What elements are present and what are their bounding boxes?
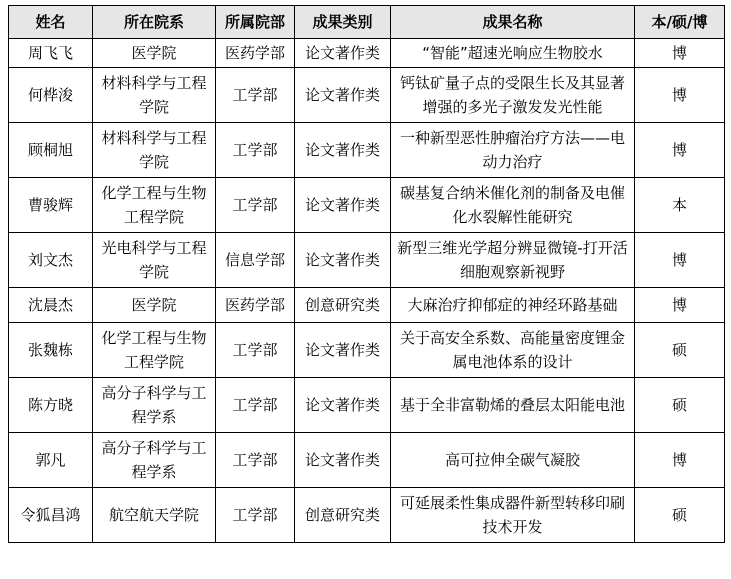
cell-name: 沈晨杰: [9, 288, 93, 323]
cell-division: 工学部: [216, 378, 295, 433]
cell-category: 论文著作类: [295, 323, 391, 378]
cell-name: 刘文杰: [9, 233, 93, 288]
table-row: [9, 433, 725, 488]
cell-degree: 博: [635, 233, 725, 288]
cell-title: 碳基复合纳米催化剂的制备及电催化水裂解性能研究: [391, 178, 635, 233]
cell-title: 一种新型恶性肿瘤治疗方法——电动力治疗: [391, 123, 635, 178]
cell-name: 郭凡: [9, 433, 93, 488]
cell-division: 医药学部: [216, 39, 295, 68]
header-name: 姓名: [9, 6, 93, 39]
table-row: [9, 178, 725, 233]
cell-title: 大麻治疗抑郁症的神经环路基础: [391, 288, 635, 323]
table-row: [9, 123, 725, 178]
cell-name: 陈方晓: [9, 378, 93, 433]
results-table-container: [8, 5, 725, 543]
cell-title: 可延展柔性集成器件新型转移印刷技术开发: [391, 488, 635, 543]
cell-category: 论文著作类: [295, 123, 391, 178]
table-row: [9, 68, 725, 123]
cell-name: 周飞飞: [9, 39, 93, 68]
cell-title: 关于高安全系数、高能量密度锂金属电池体系的设计: [391, 323, 635, 378]
cell-department: 化学工程与生物工程学院: [93, 323, 216, 378]
cell-category: 创意研究类: [295, 488, 391, 543]
table-row: [9, 378, 725, 433]
cell-department: 高分子科学与工程学系: [93, 378, 216, 433]
cell-degree: 硕: [635, 323, 725, 378]
cell-title: 钙钛矿量子点的受限生长及其显著增强的多光子激发发光性能: [391, 68, 635, 123]
cell-division: 医药学部: [216, 288, 295, 323]
table-row: [9, 323, 725, 378]
cell-division: 工学部: [216, 323, 295, 378]
table-row: [9, 288, 725, 323]
results-table: [8, 5, 725, 543]
table-row: [9, 233, 725, 288]
cell-title: 基于全非富勒烯的叠层太阳能电池: [391, 378, 635, 433]
cell-category: 论文著作类: [295, 178, 391, 233]
cell-division: 工学部: [216, 68, 295, 123]
cell-division: 工学部: [216, 488, 295, 543]
table-header-row: [9, 6, 725, 39]
table-row: [9, 39, 725, 68]
cell-department: 材料科学与工程学院: [93, 68, 216, 123]
cell-category: 论文著作类: [295, 68, 391, 123]
cell-category: 创意研究类: [295, 288, 391, 323]
cell-name: 令狐昌鸿: [9, 488, 93, 543]
cell-degree: 博: [635, 39, 725, 68]
header-division: 所属院部: [216, 6, 295, 39]
header-category: 成果类别: [295, 6, 391, 39]
header-degree: 本/硕/博: [635, 6, 725, 39]
cell-degree: 硕: [635, 378, 725, 433]
cell-department: 材料科学与工程学院: [93, 123, 216, 178]
header-title: 成果名称: [391, 6, 635, 39]
cell-name: 何桦浚: [9, 68, 93, 123]
cell-degree: 博: [635, 68, 725, 123]
cell-department: 医学院: [93, 39, 216, 68]
cell-degree: 博: [635, 288, 725, 323]
cell-title: 新型三维光学超分辨显微镜-打开活细胞观察新视野: [391, 233, 635, 288]
header-department: 所在院系: [93, 6, 216, 39]
cell-category: 论文著作类: [295, 433, 391, 488]
cell-category: 论文著作类: [295, 233, 391, 288]
cell-title: “智能”超速光响应生物胶水: [391, 39, 635, 68]
cell-name: 张魏栋: [9, 323, 93, 378]
cell-category: 论文著作类: [295, 378, 391, 433]
cell-degree: 硕: [635, 488, 725, 543]
cell-name: 顾桐旭: [9, 123, 93, 178]
cell-department: 化学工程与生物工程学院: [93, 178, 216, 233]
cell-division: 工学部: [216, 123, 295, 178]
cell-name: 曹骏辉: [9, 178, 93, 233]
table-row: [9, 488, 725, 543]
cell-degree: 博: [635, 433, 725, 488]
cell-department: 高分子科学与工程学系: [93, 433, 216, 488]
cell-degree: 博: [635, 123, 725, 178]
cell-division: 工学部: [216, 433, 295, 488]
cell-department: 航空航天学院: [93, 488, 216, 543]
cell-title: 高可拉伸全碳气凝胶: [391, 433, 635, 488]
cell-department: 光电科学与工程学院: [93, 233, 216, 288]
cell-category: 论文著作类: [295, 39, 391, 68]
cell-degree: 本: [635, 178, 725, 233]
cell-division: 信息学部: [216, 233, 295, 288]
cell-division: 工学部: [216, 178, 295, 233]
cell-department: 医学院: [93, 288, 216, 323]
